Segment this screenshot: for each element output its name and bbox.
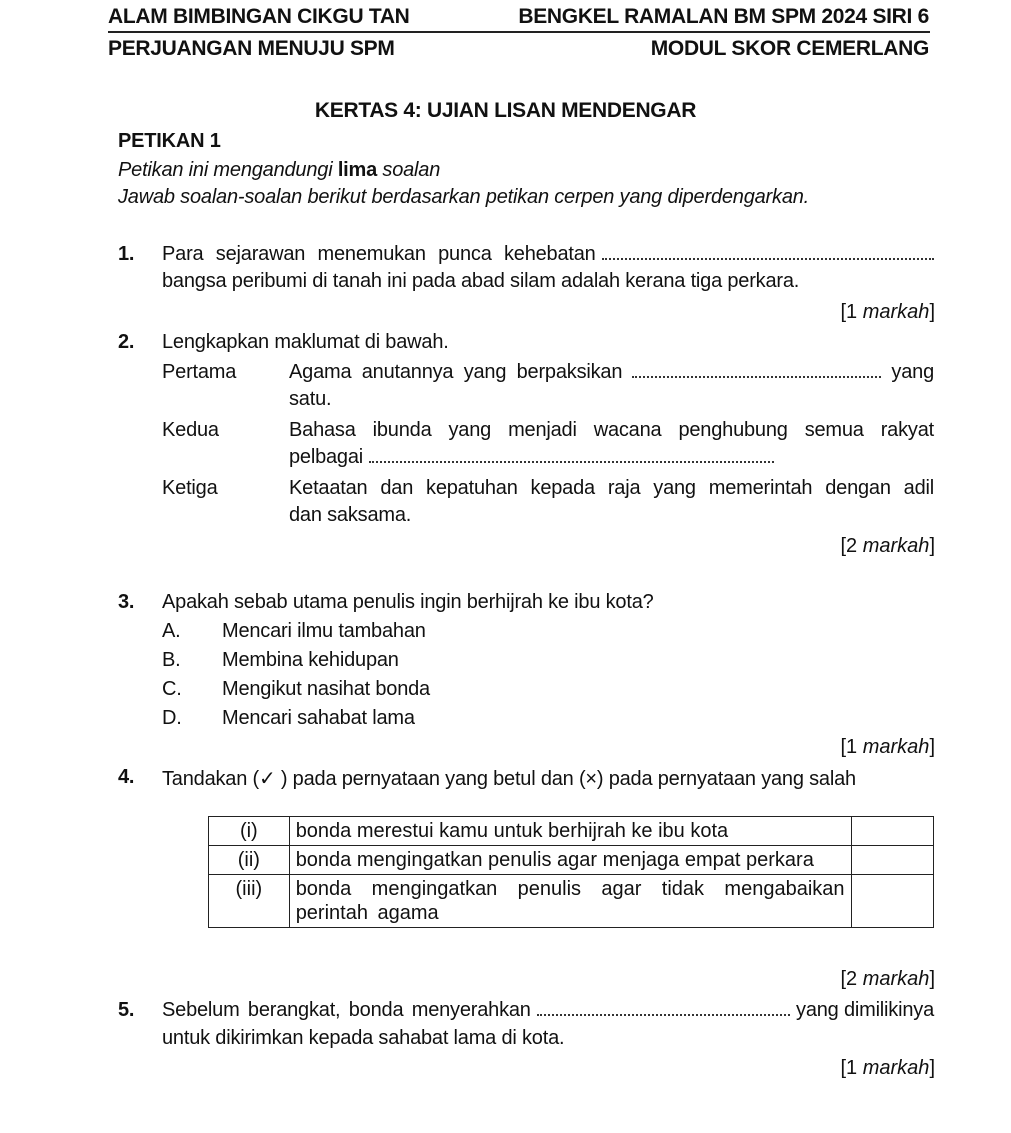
q2-row1-blank[interactable] (632, 375, 881, 378)
table-row (209, 875, 934, 928)
q5-line2: untuk dikirimkan kepada sahabat lama di kota. (162, 1027, 565, 1049)
q4-row1-num: (i) (209, 817, 290, 846)
q2-row1-line2: satu. (289, 388, 332, 410)
q5-line1 (162, 999, 934, 1022)
table-row (209, 846, 934, 875)
q3-option-a[interactable]: Mencari ilmu tambahan (222, 620, 426, 642)
q4-row3-statement: bonda mengingatkan penulis agar tidak mengabaikan perintah agama (289, 875, 851, 928)
q2-marks-text: [2 markah] (840, 535, 935, 557)
q3-option-b-letter: B. (162, 649, 181, 671)
q3-text: Apakah sebab utama penulis ingin berhijrah ke ibu kota? (162, 591, 654, 613)
q2-label-ketiga: Ketiga (162, 477, 218, 499)
header-divider (108, 31, 930, 33)
q2-text: Lengkapkan maklumat di bawah. (162, 331, 449, 353)
q4-statement-table (208, 816, 934, 928)
q4-row3-answer-box[interactable] (851, 875, 933, 928)
q3-option-c-letter: C. (162, 678, 182, 700)
header-right-top: BENGKEL RAMALAN BM SPM 2024 SIRI 6 (518, 5, 929, 28)
paper-title: KERTAS 4: UJIAN LISAN MENDENGAR (314, 99, 697, 122)
q2-row2-blank[interactable] (369, 460, 774, 463)
q3-marks (840, 736, 935, 759)
q2-row2-line2 (289, 446, 774, 469)
q3-option-c[interactable]: Mengikut nasihat bonda (222, 678, 430, 700)
q2-row1-line1 (289, 361, 934, 384)
q5-tail: yang dimilikinya (796, 999, 934, 1021)
header-left-top: ALAM BIMBINGAN CIKGU TAN (108, 5, 410, 28)
q1-blank[interactable] (602, 257, 934, 260)
q1-marks-text: [1 markah] (840, 301, 935, 323)
header-right-bottom: MODUL SKOR CEMERLANG (650, 37, 929, 60)
q4-marks-text: [2 markah] (840, 968, 935, 990)
q1-text: Para sejarawan menemukan punca kehebatan (162, 243, 596, 265)
q4-row3-num: (iii) (209, 875, 290, 928)
q5-blank[interactable] (537, 1013, 790, 1016)
q1-line2: bangsa peribumi di tanah ini pada abad silam adalah kerana tiga perkara. (162, 270, 800, 292)
q4-row2-answer-box[interactable] (851, 846, 933, 875)
q3-option-d[interactable]: Mencari sahabat lama (222, 707, 415, 729)
q3-number: 3. (118, 591, 135, 613)
q4-number: 4. (118, 766, 135, 788)
q2-label-pertama: Pertama (162, 361, 237, 383)
q4-row2-num: (ii) (209, 846, 290, 875)
section-instruction: Jawab soalan-soalan berikut berdasarkan petikan cerpen yang diperdengarkan. (118, 186, 810, 208)
header-left-bottom: PERJUANGAN MENUJU SPM (108, 37, 395, 60)
section-title: PETIKAN 1 (118, 130, 221, 152)
intro-part2: soalan (382, 159, 441, 181)
q5-text: Sebelum berangkat, bonda menyerahkan (162, 999, 531, 1021)
q4-marks (840, 968, 935, 991)
q5-marks (840, 1057, 935, 1080)
intro-bold: lima (337, 159, 378, 181)
q2-number: 2. (118, 331, 135, 353)
q4-text: Tandakan (✓ ) pada pernyataan yang betul dan (×) pada pernyataan yang salah (162, 768, 856, 790)
q2-row3-line1: Ketaatan dan kepatuhan kepada raja yang memerintah dengan adil (289, 477, 934, 499)
q3-option-b[interactable]: Membina kehidupan (222, 649, 399, 671)
q2-row3-line2: dan saksama. (289, 504, 412, 526)
q1-number: 1. (118, 243, 135, 265)
q1-marks (840, 301, 935, 324)
q3-option-d-letter: D. (162, 707, 182, 729)
q5-marks-text: [1 markah] (840, 1057, 935, 1079)
q2-row2-text: pelbagai (289, 446, 364, 468)
q4-row1-statement: bonda merestui kamu untuk berhijrah ke ibu kota (289, 817, 851, 846)
q2-label-kedua: Kedua (162, 419, 219, 441)
q1-line1 (162, 243, 934, 266)
q3-marks-text: [1 markah] (840, 736, 935, 758)
q4-row2-statement: bonda mengingatkan penulis agar menjaga empat perkara (289, 846, 851, 875)
q4-row1-answer-box[interactable] (851, 817, 933, 846)
q3-option-a-letter: A. (162, 620, 181, 642)
q2-row1-tail: yang (891, 361, 934, 383)
q2-marks (840, 535, 935, 558)
q2-row1-text: Agama anutannya yang berpaksikan (289, 361, 623, 383)
table-row (209, 817, 934, 846)
intro-part1: Petikan ini mengandungi (118, 159, 333, 181)
q2-row2-line1: Bahasa ibunda yang menjadi wacana penghubung semua rakyat (289, 419, 934, 441)
section-intro (118, 159, 440, 182)
q5-number: 5. (118, 999, 135, 1021)
